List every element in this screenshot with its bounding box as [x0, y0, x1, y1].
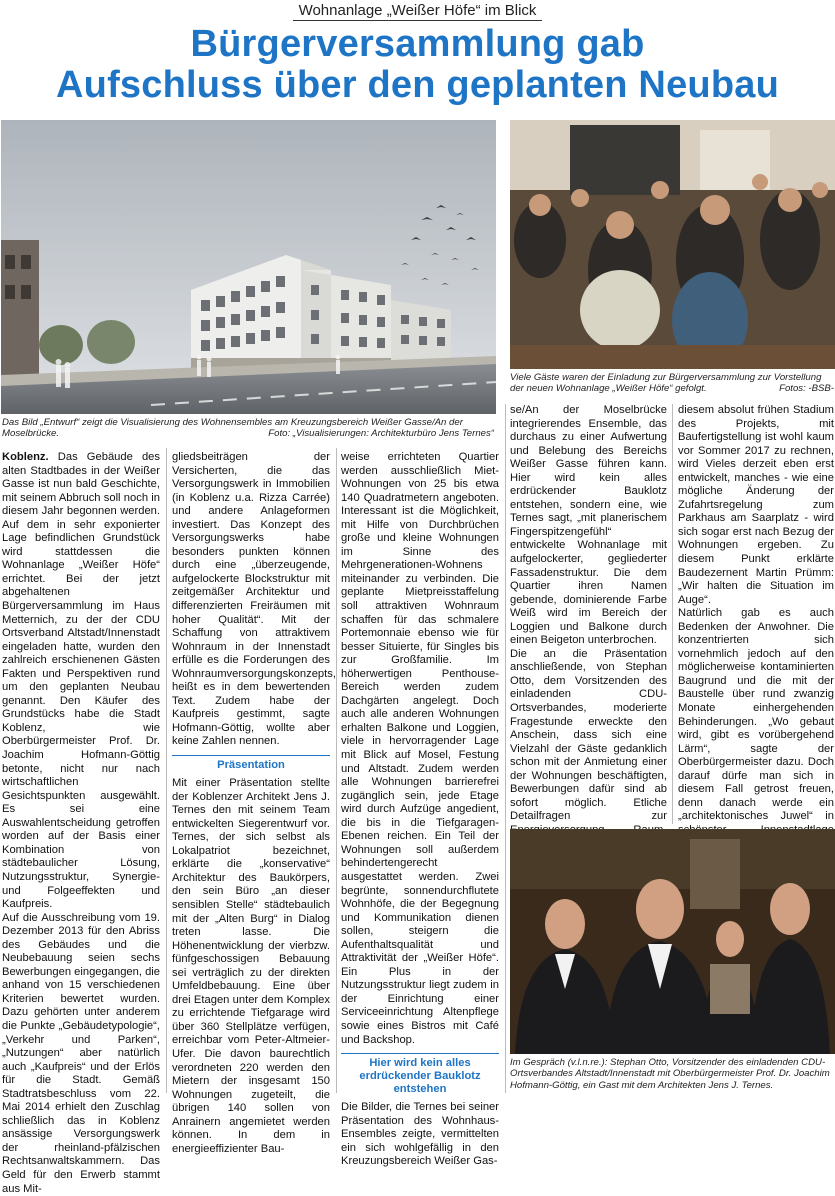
- column-rule: [166, 448, 167, 1093]
- headline-line-2: Aufschluss über den geplanten Neubau: [56, 64, 779, 106]
- paragraph: weise errichteten Quartier werden ausschließlich Miet-Wohnungen von 25 bis etwa 140 Quadratmetern angeboten. Interessant ist die Möglichkeit, mit Hilfe von Durchbrüchen große und kleine Wohnungen im Sinne des Mehrgenerationen-Wohnens miteinander zu verbinden. Die geplante Mietpreisstaffelung soll attraktiven Wohnraum schaffen für das schmalere Portemonnaie ebenso wie für besser Situierte, für Singles bis zur Großfamilie. Im höherwertigen Penthouse-Bereich werden zudem Dachgärten angelegt. Doch auch alle anderen Wohnungen erhalten Balkone und Loggien, viele in hervorragender Lage mit Blick auf Mosel, Festung und Altstadt. Zudem werden alle Wohnungen barrierefrei zugänglich sein, jede Etage wird durch Aufzüge angedient, die bis in die Tiefgaragen-Ebenen reichen. Ein Teil der Wohnungen soll außerdem behindertengerecht ausgestattet werden. Zwei begrünte, sonnendurchflutete Wohnhöfe, die der Begegnung und Kommunikation dienen sollen, steigern die Aufenthaltsqualität und Attraktivität der „Weißer Höfe“. Ein Plus in der Nutzungsstruktur liegt zudem in der Einrichtung einer Serviceeinrichtung Altenpflege sowie eines Bistros mit Café und Backshop.: [341, 451, 499, 1046]
- headline-line-1: Bürgerversammlung gab: [190, 23, 645, 65]
- article-column-5: [678, 404, 834, 824]
- subheading-bauklotz: Hier wird kein alles erdrückender Bauklotz entstehen: [341, 1053, 499, 1096]
- paragraph: Das Gebäude des alten Stadtbades in der Weißer Gasse ist nun bald Geschichte, mit seinem Abbruch soll noch in diesem Jahr begonnen werden. Auf dem in sehr exponierter Lage befindlichen Grundstück wird stattdessen die Wohnanlage „Weißer Höfe“ errichtet. Bei der jetzt abgehaltenen Bürgerversammlung im Haus Metternich, zu der der CDU Ortsverband Altstadt/Innenstadt eingeladen hatte, wurden den zahlreich erschienenen Gästen Fakten und Perspektiven rund um den geplanten Neubau genannt. Den Käufer des Grundstücks habe die Stadt Koblenz, wie Oberbürgermeister Prof. Dr. Joachim Hofmann-Göttig betonte, nicht nur nach wirtschaftlichen Gesichtspunkten ausgewählt. Es sei eine Auswahlentscheidung getroffen worden auf der Basis einer Kombination von städtebaulicher Lösung, Nutzungsstruktur, Synergie- und Folgeeffekten und Kaufpreis.: [2, 451, 161, 911]
- group-caption: [510, 1057, 834, 1091]
- paragraph: Die Bilder, die Ternes bei seiner Präsentation des Wohnhaus-Ensembles zeigte, vermittelten ein sich wohlgefällig in den Kreuzungsbereich Weißer Gas-: [341, 1101, 499, 1168]
- paragraph: Die an die Präsentation anschließende, von Stephan Otto, dem Vorsitzenden des einladenden CDU-Ortsverbandes, moderierte Fragestunde erweckte den Anschein, dass sich eine Vielzahl der Gäste gedanklich schon mit der Anmietung einer der Wohnungen beschäftigten, Bewerbungen dafür sind ab sofort möglich. Etliche Detailfragen zur: [510, 647, 667, 823]
- paragraph: Auf die Ausschreibung vom 19. Dezember 2013 für den Abriss des Gebäudes und die Neubebauung seien sechs Bewerbungen eingegangen, die anhand von 15 verschiedenen Kriterien bewertet wurden. Dazu gehörten unter anderem die Punkte „Gebäudetypologie“, „Verkehr und Parken“, „Nutzungen“ aber natürlich auch „Kaufpreis“ und der Erlös für die Stadt. Gemäß Stadtratsbeschluss vom 22. Mai 2014 erhielt den Zuschlag schließlich das in Koblenz ansässige Versorgungswerk der rheinland-pfälzischen Rechtsanwaltskammern. Das Geld für den Erwerb stammt aus Mit-: [2, 911, 161, 1195]
- article-column-4: [510, 404, 667, 824]
- paragraph: gliedsbeiträgen der Versicherten, die das Versorgungswerk in Immobilien (in Koblenz u.a. Rizza Carrée) und andere Anlageformen investiert. Das Konzept des Versorgungswerks habe besonders punkten können durch eine „überzeugende, aufgelockerte Blockstruktur mit zeitgemäßer Architektur und differenzierten Freiräumen mit hoher Qualität“. Mit der Schaffung von attraktivem Wohnraum in der Innenstadt erfülle es die Forderungen des Wohnraumversorgungskonzepts, heißt es in dem bewertenden Text. Zudem habe der Kaufpreis gestimmt, sagte Hofmann-Göttig, wollte aber keine Zahlen nennen.: [172, 451, 336, 748]
- column-rule: [672, 404, 673, 824]
- group-caption-text: Im Gespräch (v.l.n.re.): Stephan Otto, Vorsitzender des einladenden CDU-Ortsverbandes Altstadt/Innenstadt mit Oberbürgermeister Prof. Dr. Joachim Hofmann-Göttig, ein Gast mit dem Architekten Jens J. Ternes.: [510, 1057, 830, 1091]
- kicker: Wohnanlage „Weißer Höfe“ im Blick: [0, 2, 835, 19]
- audience-caption-credit: Fotos: -BSB-: [779, 383, 834, 395]
- paragraph: Natürlich gab es auch Bedenken der Anwohner. Die konzentrierten sich vornehmlich jedoch auf den möglicherweise kontaminierten Baugrund und die mit der Baustelle über rund zwanzig Monate einhergehenden Behinderungen. „Wo gebaut wird, gibt es vorübergehend Lärm“, sagte der Oberbürgermeister dazu. Doch darauf dürfe man sich in diesem Fall getrost freuen, denn danach werde ein „architektonisches Juwel“ in: [678, 607, 834, 823]
- column-rule: [505, 404, 506, 1093]
- rendering-caption-text: Das Bild „Entwurf“ zeigt die Visualisierung des Wohnensembles am Kreuzungsbereich Weißer Gasse/An der Moselbrücke.: [2, 417, 463, 440]
- paragraph: diesem absolut frühen Stadium des Projekts, mit Baufertigstellung ist wohl kaum vor Sommer 2017 zu rechnen, wird Vieles derzeit eben erst entwickelt, manches - wie eine mögliche Änderung der Zufahrtsregelung zum Parkhaus am Saarplatz - wird sich sogar erst nach Bezug der Wohnungen ergeben. Zu diesem Punkt erklärte Baudezernent Martin Prümm: „Wir halten die Situation im Auge“.: [678, 404, 834, 606]
- audience-caption-text: Viele Gäste waren der Einladung zur Bürgerversammlung zur Vorstellung der neuen Wohnanlage „Weißer Höfe“ gefolgt.: [510, 372, 822, 395]
- column-rule: [336, 448, 337, 1093]
- audience-photo: [510, 120, 835, 369]
- paragraph: Mit einer Präsentation stellte der Koblenzer Architekt Jens J. Ternes den mit seinem Team entwickelten Siegerentwurf vor. Ternes, der sich selbst als Lokalpatriot bezeichnet, erklärte die „konservative“ Architektur des Baukörpers, den sein Büro „an dieser sensiblen Stelle“ städtebaulich mit der „Alten Burg“ in Dialog treten lasse. Die Höhenentwicklung der vierbzw. fünfgeschossigen Bebauung sei verträglich zu der direkten Umfeldbebauung. Eine über drei Etagen unter dem Komplex zu errichtende Tiefgarage wird über 360 Stellplätze verfügen, erreichbar vom Peter-Altmeier-Ufer. Die davon baurechtlich verordneten 220 werden den Mietern der insgesamt 150 Wohnungen zugeteilt, die übrigen 140 sollen von Anrainern angemietet werden können. In dem in energieeffizienter Bau-: [172, 777, 330, 1155]
- paragraph: se/An der Moselbrücke integrierendes Ensemble, das durchaus zu einer Aufwertung und Belebung des Bereichs Weißer Gasse führen kann. Hier wird kein alles erdrückender Bauklotz entstehen, sondern eine, wie Ternes sagt, „mit planerischem Fingerspitzengefühl“ entwickelte Wohnanlage mit aufgelockerter, gegliederter Fassadenstruktur. Die dem Quartier ihren Namen gebende, dominierende Farbe Weiß wird im Bereich der Loggien und Balkone durch einen Beigeton unterbrochen.: [510, 404, 667, 647]
- rendering-caption: [2, 417, 494, 440]
- audience-caption: [510, 372, 834, 395]
- article-column-3: [341, 451, 499, 1168]
- subheading-presentation: Präsentation: [172, 755, 330, 772]
- headline: [0, 24, 835, 106]
- article-column-1: [2, 451, 161, 1195]
- rendering-caption-credit: Foto: „Visualisierungen: Architekturbüro Jens Ternes“: [268, 428, 494, 440]
- group-photo: [510, 829, 835, 1054]
- article-column-2: [172, 451, 336, 1155]
- rendering-photo: [1, 120, 496, 414]
- dateline: Koblenz.: [2, 451, 49, 463]
